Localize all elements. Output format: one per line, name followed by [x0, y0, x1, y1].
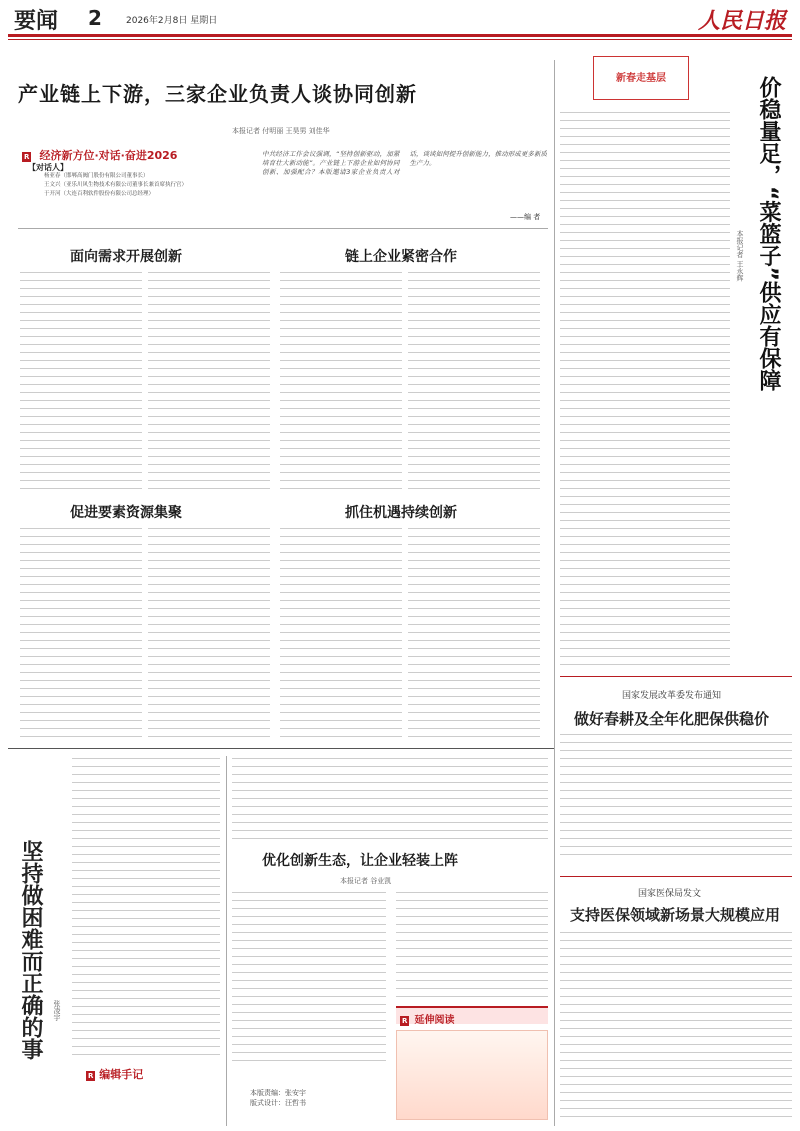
read-more-logo: R: [402, 1017, 408, 1025]
divider: [560, 876, 792, 877]
notice2-title: 支持医保领域新场景大规模应用: [570, 906, 781, 924]
editor-note-logo: R: [88, 1072, 94, 1080]
page-editors: [250, 1088, 306, 1108]
section-name: 要闻: [14, 8, 59, 34]
header-thin-rule: [8, 39, 792, 40]
lead-person: 王文兴（亚乐川风生物技术有限公司董事长兼首席执行官）: [44, 182, 188, 188]
divider: [560, 676, 792, 677]
subheading-4: 抓住机遇持续创新: [345, 505, 457, 521]
right-headline: 价稳量足，“菜篮子”供应有保障: [756, 76, 781, 391]
notice1-label: 国家发展改革委发布通知: [622, 691, 722, 701]
main-byline: 本报记者 付明丽 王昊男 刘佳华: [232, 127, 330, 135]
text-column: [148, 270, 270, 492]
layout-designer: 版式设计：汪哲书: [250, 1099, 306, 1107]
lead-label: 【对话人】: [28, 163, 68, 172]
column-rule: [554, 60, 555, 1126]
column-logo: R: [24, 153, 30, 161]
text-column: [20, 526, 142, 744]
text-column: [560, 110, 730, 670]
text-column: [408, 526, 540, 744]
bottom-article-title: 优化创新生态，让企业轻装上阵: [262, 853, 458, 869]
column-banner: [22, 144, 232, 160]
divider: [18, 228, 548, 229]
text-column: [232, 756, 548, 840]
issue-date: 2026年2月8日 星期日: [126, 16, 218, 26]
subheading-1: 面向需求开展创新: [70, 249, 182, 265]
text-column: [560, 930, 792, 1124]
right-byline: 本报记者 王永辉: [736, 230, 744, 282]
text-column: [408, 270, 540, 492]
lead-person: 于开河（大连百利软件股份有限公司总经理）: [44, 191, 155, 197]
text-column: [280, 270, 402, 492]
notice1-title: 做好春耕及全年化肥保供稳价: [574, 710, 770, 728]
text-column: [396, 890, 548, 1000]
read-more-banner: [396, 1006, 548, 1024]
text-column: [20, 270, 142, 492]
text-column: [72, 756, 220, 1056]
editor-note-label: R 编辑手记: [88, 1068, 144, 1081]
illustration-image: [396, 1030, 548, 1120]
notice2-label: 国家医保局发文: [638, 889, 702, 899]
intro-text: 中共经济工作会议强调，“坚持创新驱动，加紧培育壮大新动能”。产业链上下游企业如何协同创新、加强配合？本版邀请3家企业负责人对话，谈谈如何提升创新能力，推动形成更多新质生产力。: [262, 150, 547, 176]
column-name: 经济新方位·对话·奋进2026: [39, 149, 178, 162]
editor-sign: ——编 者: [510, 213, 541, 221]
page-header: [0, 0, 800, 34]
text-column: [148, 526, 270, 744]
read-more-label: 延伸阅读: [414, 1015, 455, 1026]
text-column: [560, 732, 792, 860]
lead-people: [44, 172, 244, 199]
subheading-2: 链上企业紧密合作: [345, 249, 457, 265]
page-editor: 本版责编：张安宇: [250, 1089, 306, 1097]
commentary-author: 张凌宇: [53, 1000, 61, 1021]
festival-logo: 新春走基层: [593, 56, 689, 100]
lead-person: 杨亚春（邯郸高阀门股份有限公司董事长）: [44, 173, 149, 179]
page-number: 2: [88, 6, 102, 30]
commentary-title: 坚持做困难而正确的事: [18, 840, 43, 1060]
main-headline: 产业链上下游，三家企业负责人谈协同创新: [18, 82, 417, 106]
header-rule: [8, 34, 792, 37]
bottom-article-byline: 本报记者 谷业凯: [340, 877, 392, 885]
subheading-3: 促进要素资源集聚: [70, 505, 182, 521]
divider: [8, 748, 554, 749]
text-column: [280, 526, 402, 744]
column-rule: [226, 756, 227, 1126]
newspaper-logo: 人民日报: [697, 8, 786, 34]
text-column: [232, 890, 386, 1066]
